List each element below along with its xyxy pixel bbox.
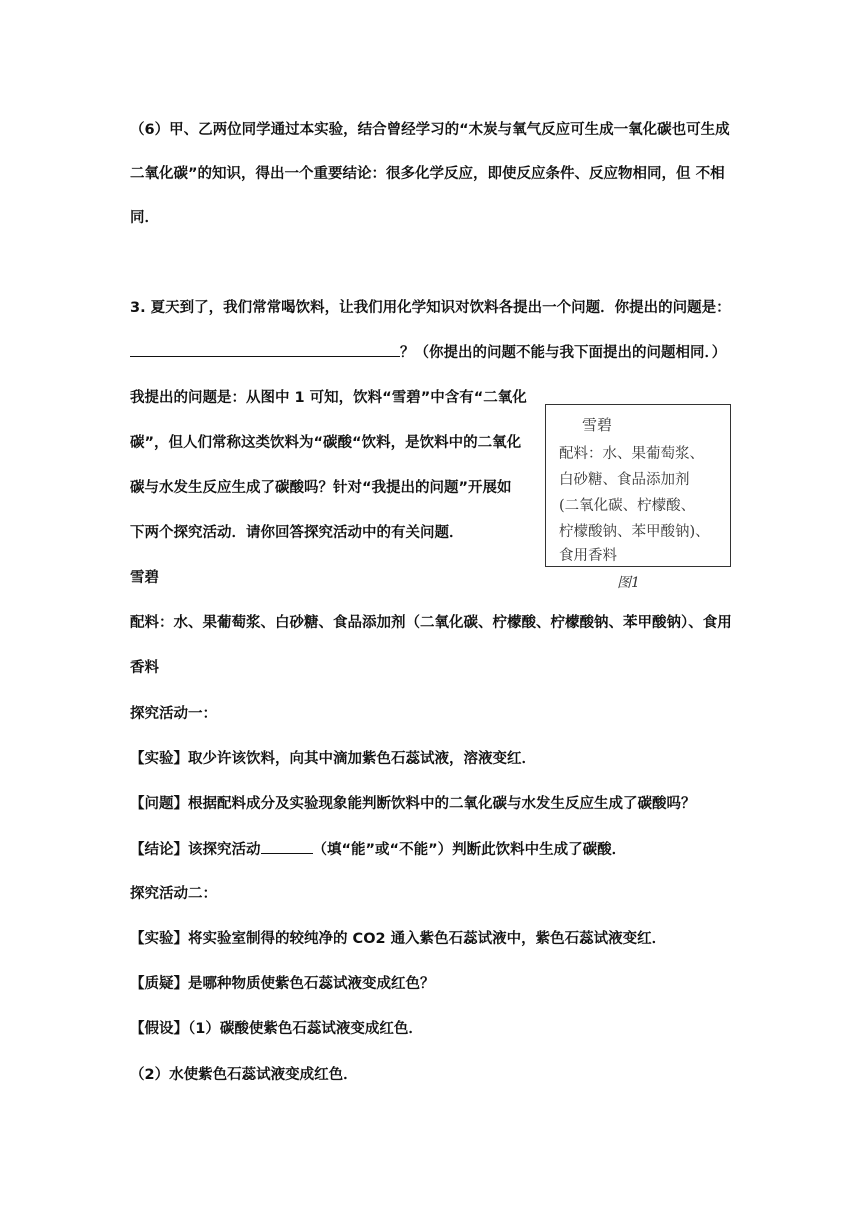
ingredients-line-1: 配料：水、果葡萄浆、白砂糖、食品添加剂（二氧化碳、柠檬酸、柠檬酸钠、苯甲酸钠）、食用 [130,615,732,631]
q3-line-1: 3. 夏天到了，我们常常喝饮料，让我们用化学知识对饮料各提出一个问题．你提出的问题是： [130,300,731,316]
q3-line-2 [130,342,726,363]
answer-blank[interactable] [130,342,400,357]
figure-line: 白砂糖、食品添加剂 [559,472,690,488]
question-one: 【问题】根据配料成分及实验现象能判断饮料中的二氧化碳与水发生反应生成了碳酸吗？ [130,796,696,812]
q6-line-1: （6）甲、乙两位同学通过本实验，结合曾经学习的“木炭与氧气反应可生成一氧化碳也可生成 [130,122,730,138]
conclusion-line [130,839,626,860]
q3-para-2: 碳”，但人们常称这类饮料为“碳酸“饮料，是饮料中的二氧化 [130,435,522,451]
conclusion-blank[interactable] [261,839,313,854]
conclusion-prefix: 【结论】该探究活动 [130,842,261,858]
figure-line: (二氧化碳、柠檬酸、 [559,498,696,514]
q6-line-3: 同． [130,210,159,226]
figure-line: 食用香料 [559,548,617,564]
experiment-one: 【实验】取少许该饮料，向其中滴加紫色石蕊试液，溶液变红． [130,751,536,767]
q3-para-4: 下两个探究活动．请你回答探究活动中的有关问题． [130,525,464,541]
hypothesis-one: 【假设】（1）碳酸使紫色石蕊试液变成红色． [130,1021,423,1037]
hypothesis-two: （2）水使紫色石蕊试液变成红色． [130,1067,358,1083]
sprite-heading: 雪碧 [130,570,159,586]
figure-line: 配料：水、果葡萄浆、 [559,446,704,462]
activity-one-heading: 探究活动一： [130,706,217,722]
conclusion-suffix: （填“能”或“不能”）判断此饮料中生成了碳酸． [312,842,627,858]
q3-para-1: 我提出的问题是：从图中 1 可知，饮料“雪碧”中含有“二氧化 [130,390,527,406]
q6-line-2: 二氧化碳”的知识，得出一个重要结论：很多化学反应，即使反应条件、反应物相同，但 不相 [130,166,725,182]
activity-two-heading: 探究活动二： [130,886,217,902]
experiment-two: 【实验】将实验室制得的较纯净的 CO2 通入紫色石蕊试液中，紫色石蕊试液变红． [130,931,667,947]
ingredients-line-2: 香料 [130,660,159,676]
q3-para-3: 碳与水发生反应生成了碳酸吗？针对“我提出的问题”开展如 [130,480,512,496]
figure-caption: 图1 [617,575,640,591]
q3-line-2-suffix: ？（你提出的问题不能与我下面提出的问题相同．） [400,345,727,361]
figure-title: 雪碧 [582,416,613,434]
figure-line: 柠檬酸钠、苯甲酸钠)、 [559,524,710,540]
doubt-line: 【质疑】是哪种物质使紫色石蕊试液变成红色？ [130,976,435,992]
sprite-label-figure [545,404,731,567]
